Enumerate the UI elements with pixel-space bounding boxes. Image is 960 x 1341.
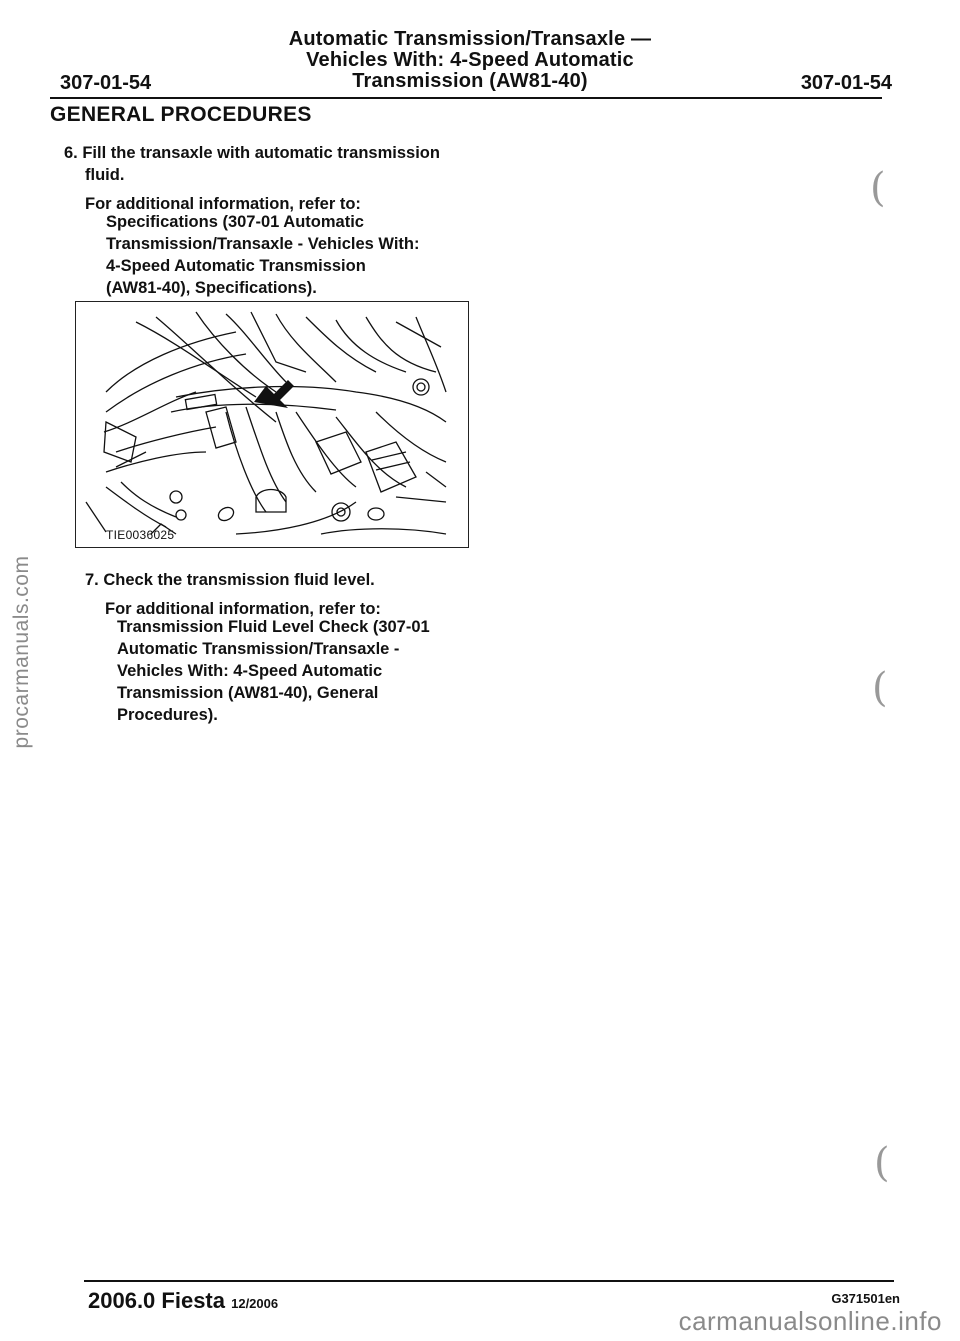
header-title-line2: Vehicles With: 4-Speed Automatic: [306, 49, 634, 71]
step-6-label: 6. Fill the transaxle with automatic transmission: [64, 144, 440, 162]
binder-hole-mark: (: [874, 1140, 890, 1186]
ref-line: (AW81-40), Specifications).: [106, 279, 317, 297]
footer-rule: [84, 1280, 894, 1282]
side-watermark: procarmanuals.com: [10, 555, 33, 749]
section-title: GENERAL PROCEDURES: [50, 103, 312, 126]
engine-bay-illustration: [75, 301, 469, 548]
bottom-watermark: carmanualsonline.info: [678, 1306, 942, 1336]
ref-line: Transmission/Transaxle - Vehicles With:: [106, 235, 420, 253]
step-7-label: 7. Check the transmission fluid level.: [85, 571, 375, 589]
ref-line: Vehicles With: 4-Speed Automatic: [117, 662, 383, 680]
step-7-ref-link[interactable]: [117, 616, 430, 726]
step-6-ref-heading: For additional information, refer to:: [85, 195, 361, 213]
page-number-right: 307-01-54: [800, 72, 892, 94]
header-title-line3: Transmission (AW81-40): [352, 70, 588, 92]
footer-code: G371501en: [831, 1291, 900, 1306]
figure-id: TIE0036025: [106, 528, 175, 542]
ref-line: Automatic Transmission/Transaxle -: [117, 640, 400, 658]
engine-bay-line-drawing: [76, 302, 468, 547]
ref-line: Specifications (307-01 Automatic: [106, 213, 364, 231]
footer-model: [88, 1288, 278, 1314]
ref-line: Transmission (AW81-40), General: [117, 684, 379, 702]
footer-date: 12/2006: [231, 1296, 279, 1311]
ref-line: 4-Speed Automatic Transmission: [106, 257, 366, 275]
step-6-ref-link[interactable]: [106, 211, 419, 299]
header-rule: [50, 97, 882, 99]
ref-line: Procedures).: [117, 706, 218, 724]
header-title-line1: Automatic Transmission/Transaxle —: [288, 28, 652, 50]
page-number-left: 307-01-54: [60, 72, 152, 94]
footer-model-name: 2006.0 Fiesta: [88, 1288, 225, 1313]
step-7-ref-heading: For additional information, refer to:: [105, 600, 381, 618]
binder-hole-mark: (: [872, 665, 888, 711]
step-6-label-cont: fluid.: [85, 166, 125, 184]
ref-line: Transmission Fluid Level Check (307-01: [117, 618, 430, 636]
binder-hole-mark: (: [870, 165, 886, 211]
